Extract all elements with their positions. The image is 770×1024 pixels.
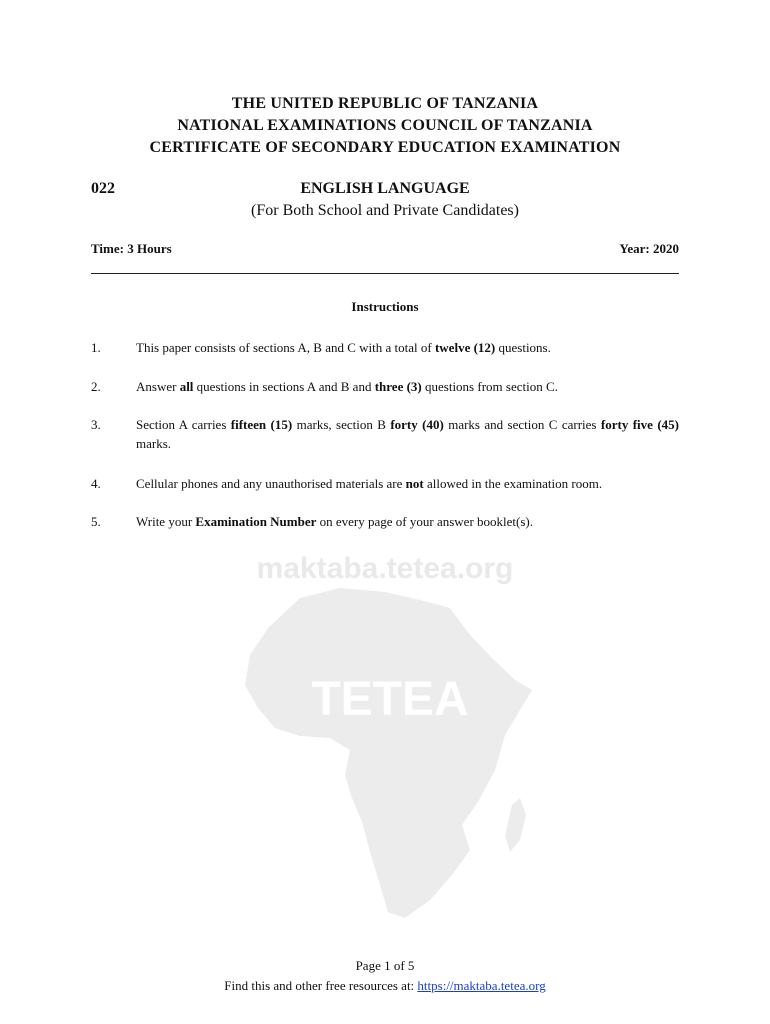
header-republic: THE UNITED REPUBLIC OF TANZANIA [231, 95, 539, 112]
header-exam: CERTIFICATE OF SECONDARY EDUCATION EXAMINATION [149, 139, 621, 156]
instruction-item-3 [91, 415, 679, 453]
instructions-title: Instructions [351, 299, 419, 314]
instruction-number: 2. [91, 379, 101, 394]
divider-rule [91, 273, 679, 274]
exam-year: Year: 2020 [619, 241, 679, 256]
africa-map-icon [245, 588, 532, 918]
instruction-item-2 [91, 377, 679, 396]
resources-line [0, 978, 770, 994]
instruction-item-5 [91, 512, 679, 531]
resources-link[interactable]: https://maktaba.tetea.org [417, 978, 546, 993]
watermark-brand-text: TETEA [311, 673, 469, 726]
page-number: Page 1 of 5 [355, 958, 415, 973]
instruction-item-4 [91, 474, 679, 493]
resources-prefix: Find this and other free resources at: [224, 978, 418, 993]
header-council: NATIONAL EXAMINATIONS COUNCIL OF TANZANIA [177, 117, 593, 134]
instruction-text: Answer all questions in sections A and B and three (3) questions from section C. [136, 379, 558, 394]
watermark-site-text: maktaba.tetea.org [256, 552, 514, 585]
candidates-note: (For Both School and Private Candidates) [251, 202, 519, 219]
instruction-text: This paper consists of sections A, B and C with a total of twelve (12) questions. [136, 340, 551, 355]
instruction-number: 1. [91, 340, 101, 355]
exam-duration: Time: 3 Hours [91, 241, 172, 256]
instruction-text: Section A carries fifteen (15) marks, section B forty (40) marks and section C carries forty five (45) marks. [136, 417, 679, 451]
instruction-text: Write your Examination Number on every page of your answer booklet(s). [136, 514, 533, 529]
instruction-item-1 [91, 338, 679, 357]
subject-title: ENGLISH LANGUAGE [300, 180, 470, 197]
madagascar-icon [505, 798, 526, 852]
paper-code: 022 [91, 180, 115, 197]
instruction-number: 4. [91, 476, 101, 491]
instruction-number: 3. [91, 417, 101, 432]
tetea-watermark [0, 540, 770, 930]
instruction-text: Cellular phones and any unauthorised materials are not allowed in the examination room. [136, 476, 603, 491]
instruction-number: 5. [91, 514, 101, 529]
